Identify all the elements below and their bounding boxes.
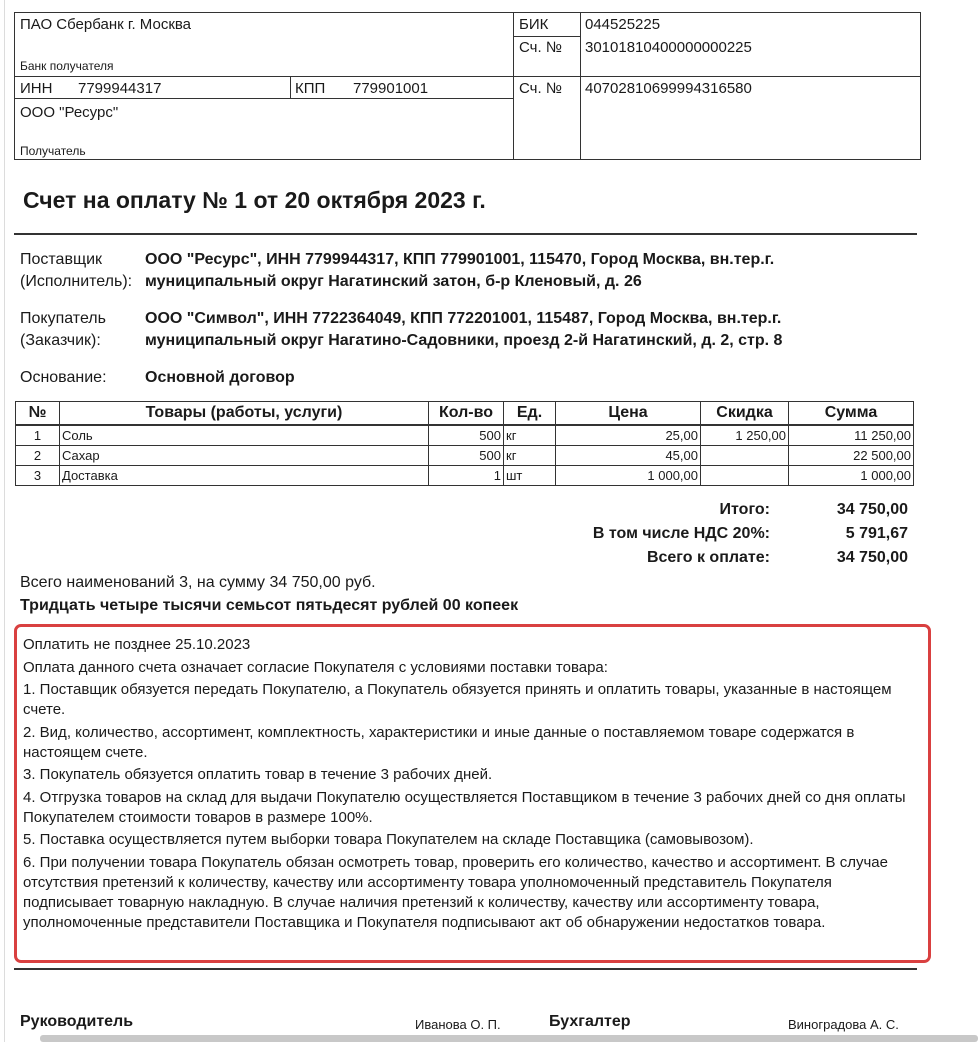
items-table — [15, 401, 914, 486]
account-value: 40702810699994316580 — [585, 80, 752, 97]
window-edge — [4, 0, 5, 1042]
col-header-unit: Ед. — [504, 402, 556, 426]
cell-discount — [701, 446, 789, 466]
bik-value: 044525225 — [585, 16, 661, 33]
bank-name: ПАО Сбербанк г. Москва — [20, 16, 192, 33]
cell-unit: шт — [504, 466, 556, 486]
items-header-row — [16, 402, 914, 426]
account-label: Сч. № — [519, 80, 562, 97]
amount-due-label: Всего к оплате: — [646, 549, 770, 566]
cell-quantity: 1 — [429, 466, 504, 486]
vat-value: 5 791,67 — [845, 525, 908, 542]
terms-line: 3. Покупатель обязуется оплатить товар в течение 3 рабочих дней. — [23, 766, 493, 783]
title-divider — [14, 233, 917, 235]
col-header-discount: Скидка — [701, 402, 789, 426]
terms-line: Оплатить не позднее 25.10.2023 — [23, 636, 251, 653]
cell-sum: 22 500,00 — [789, 446, 914, 466]
director-name: Иванова О. П. — [415, 1017, 501, 1032]
cell-discount — [701, 466, 789, 486]
cell-sum: 1 000,00 — [789, 466, 914, 486]
cell-price: 1 000,00 — [556, 466, 701, 486]
terms-line: 6. При получении товара Покупатель обязан осмотреть товар, проверить его количество, качество и ассортимент. В случае отсутствия претензий к количеству, качеству или ассортименту товара уполномоченный представитель Покупателя подписывает товарную накладную. В случае наличия претензий к количеству, качеству или ассортименту товара, уполномоченные представители Поставщика и Покупателя подписывают акт об обнаружении недостатков товара. — [23, 853, 888, 931]
basis-label: Основание: — [20, 369, 107, 386]
cell-unit: кг — [504, 446, 556, 466]
total-label: Итого: — [719, 501, 770, 518]
payment-terms-box — [14, 624, 931, 963]
table-row — [16, 446, 914, 466]
horizontal-scrollbar[interactable] — [40, 1035, 978, 1042]
bank-details-table — [14, 12, 921, 160]
supplier-details: ООО "Ресурс", ИНН 7799944317, КПП 779901001, 115470, Город Москва, вн.тер.г. муниципальный округ Нагатинский затон, б-р Кленовый, д. 26 — [145, 251, 775, 290]
cell-goods: Сахар — [60, 446, 429, 466]
col-header-sum: Сумма — [789, 402, 914, 426]
recipient-name: ООО "Ресурс" — [20, 104, 119, 121]
signature-divider — [14, 968, 917, 970]
amount-due-value: 34 750,00 — [836, 549, 908, 566]
table-row — [16, 425, 914, 446]
recipient-label: Получатель — [20, 144, 86, 158]
total-value: 34 750,00 — [836, 501, 908, 518]
cell-goods: Соль — [60, 425, 429, 446]
buyer-label: Покупатель (Заказчик): — [20, 310, 106, 349]
cell-quantity: 500 — [429, 425, 504, 446]
col-header-number: № — [16, 402, 60, 426]
basis-value: Основной договор — [145, 369, 295, 386]
invoice-title: Счет на оплату № 1 от 20 октября 2023 г. — [23, 187, 486, 213]
terms-line: 2. Вид, количество, ассортимент, комплектность, характеристики и иные данные о поставляемом товаре содержатся в настоящем счете. — [23, 723, 855, 761]
cell-goods: Доставка — [60, 466, 429, 486]
cell-sum: 11 250,00 — [789, 425, 914, 446]
col-header-goods: Товары (работы, услуги) — [60, 402, 429, 426]
cell-unit: кг — [504, 425, 556, 446]
kpp-value: 779901001 — [353, 80, 429, 97]
buyer-details: ООО "Символ", ИНН 7722364049, КПП 772201001, 115487, Город Москва, вн.тер.г. муниципальный округ Нагатино-Садовники, проезд 2-й Нагатинский, д. 2, стр. 8 — [145, 310, 783, 349]
terms-line: 4. Отгрузка товаров на склад для выдачи Покупателю осуществляется Поставщиком в течение 3 рабочих дней со дня оплаты Покупателем стоимости товаров в размере 100%. — [23, 788, 906, 826]
cell-price: 25,00 — [556, 425, 701, 446]
terms-line: Оплата данного счета означает согласие Покупателя с условиями поставки товара: — [23, 658, 608, 676]
col-header-quantity: Кол-во — [429, 402, 504, 426]
bik-label: БИК — [519, 16, 549, 33]
director-label: Руководитель — [20, 1013, 134, 1030]
cell-quantity: 500 — [429, 446, 504, 466]
cell-price: 45,00 — [556, 446, 701, 466]
vat-label: В том числе НДС 20%: — [592, 525, 770, 542]
corr-account-label: Сч. № — [519, 39, 562, 56]
kpp-label: КПП — [295, 80, 326, 97]
terms-line: 1. Поставщик обязуется передать Покупателю, а Покупатель обязуется принять и оплатить товары, указанные в настоящем счете. — [23, 681, 892, 718]
table-row — [16, 466, 914, 486]
bank-label: Банк получателя — [20, 59, 114, 73]
terms-line: 5. Поставка осуществляется путем выборки товара Покупателем на складе Поставщика (самовывозом). — [23, 831, 754, 848]
corr-account-value: 30101810400000000225 — [585, 39, 752, 56]
cell-number: 3 — [16, 466, 60, 486]
inn-value: 7799944317 — [78, 80, 162, 97]
items-count-summary: Всего наименований 3, на сумму 34 750,00 руб. — [20, 574, 376, 591]
cell-number: 2 — [16, 446, 60, 466]
supplier-label: Поставщик (Исполнитель): — [20, 251, 133, 290]
accountant-label: Бухгалтер — [549, 1013, 631, 1030]
col-header-price: Цена — [556, 402, 701, 426]
inn-label: ИНН — [20, 80, 53, 97]
cell-discount: 1 250,00 — [701, 425, 789, 446]
accountant-name: Виноградова А. С. — [788, 1017, 899, 1032]
cell-number: 1 — [16, 425, 60, 446]
amount-in-words: Тридцать четыре тысячи семьсот пятьдесят рублей 00 копеек — [20, 597, 519, 614]
